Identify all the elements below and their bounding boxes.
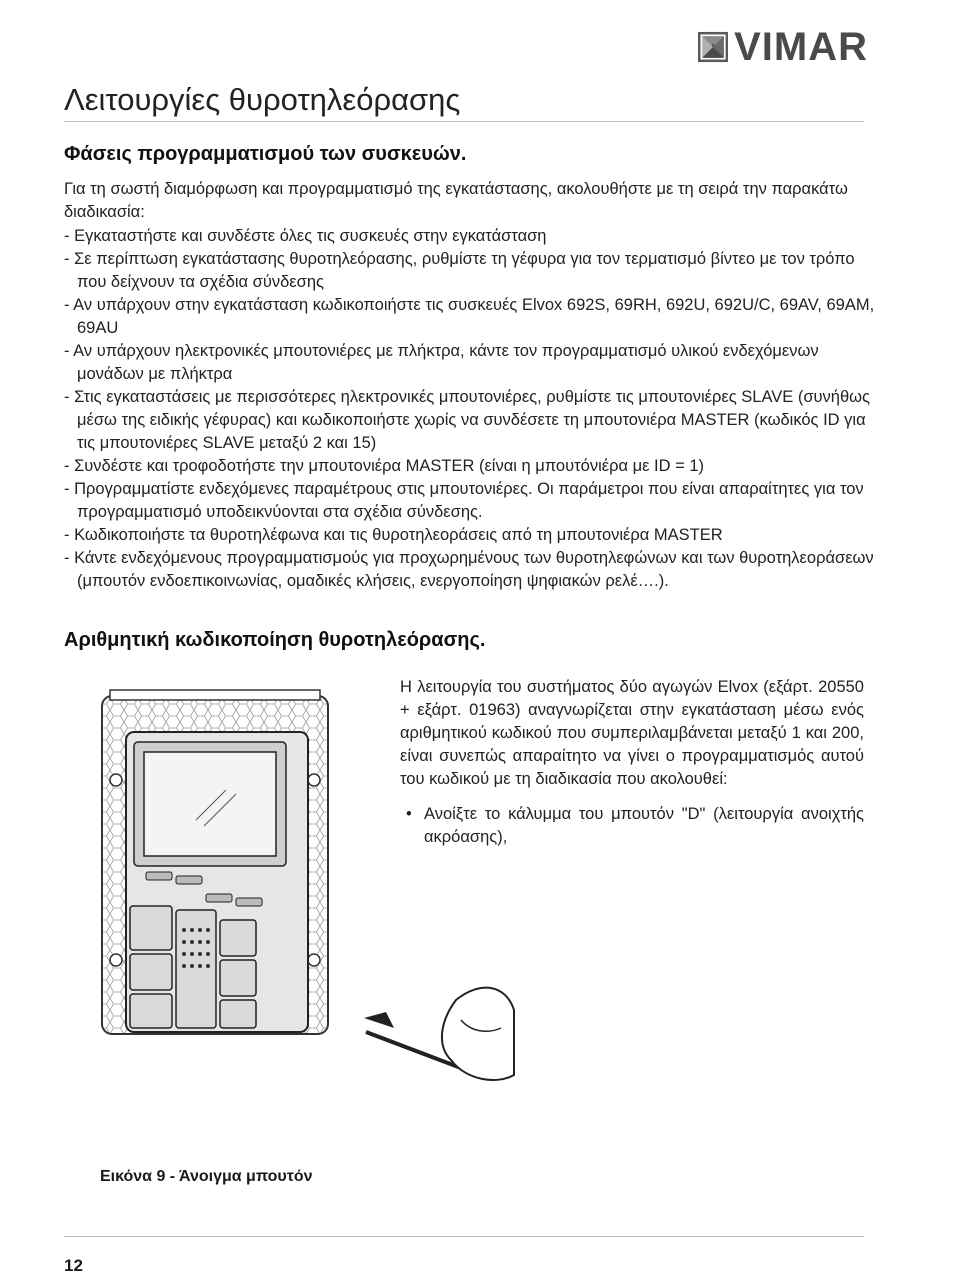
brand-name: VIMAR	[734, 25, 868, 69]
programming-steps-list	[64, 225, 876, 593]
section-title-numeric-coding: Αριθμητική κωδικοποίηση θυροτηλεόρασης.	[64, 629, 486, 651]
list-item: - Σε περίπτωση εγκατάστασης θυροτηλεόρασης, ρυθμίστε τη γέφυρα για τον τερματισμό βίντεο με τον τρόπο που δείχνουν τα σχέδια σύνδεσης	[64, 250, 855, 291]
list-item: - Κάντε ενδεχόμενους προγραμματισμούς για προχωρημένους των θυροτηλεφώνων και των θυροτηλεοράσεων (μπουτόν ενδοεπικοινωνίας, ομαδικές κλήσεις, ενεργοποίηση ψηφιακών ρελέ….).	[64, 549, 874, 590]
hand-with-screwdriver	[364, 988, 514, 1080]
vimar-logo-mark-icon	[698, 29, 728, 65]
list-item: - Προγραμματίστε ενδεχόμενες παραμέτρους στις μπουτονιέρες. Οι παράμετροι που είναι απαραίτητες για τον προγραμματισμό υποδεικνύονται στα σχέδια σύνδεσης.	[64, 480, 864, 521]
header-divider	[64, 121, 864, 122]
entryphone-illustration	[96, 680, 516, 1090]
bullet-text: Ανοίξτε το κάλυμμα του μπουτόν "D" (λειτουργία ανοιχτής ακρόασης),	[424, 805, 864, 846]
coding-paragraph: Η λειτουργία του συστήματος δύο αγωγών Elvox (εξάρτ. 20550 + εξάρτ. 01963) αναγνωρίζεται στην εγκατάσταση μέσω ενός αριθμητικού κωδικού που συμπεριλαμβάνεται μεταξύ 1 και 200, είναι συνεπώς απαραίτητο να γίνει ο προγραμματισμός αυτού του κωδικού με τη διαδικασία που ακολουθεί:	[400, 678, 864, 788]
section-title-programming-phases: Φάσεις προγραμματισμού των συσκευών.	[64, 143, 467, 165]
list-item: - Κωδικοποιήστε τα θυροτηλέφωνα και τις θυροτηλεοράσεις από τη μπουτονιέρα MASTER	[64, 526, 723, 544]
page-title: Λειτουργίες θυροτηλεόρασης	[64, 82, 461, 117]
list-item: - Εγκαταστήστε και συνδέστε όλες τις συσκευές στην εγκατάσταση	[64, 227, 547, 245]
entryphone-device	[126, 732, 308, 1032]
footer-divider	[64, 1236, 864, 1237]
intro-paragraph: Για τη σωστή διαμόρφωση και προγραμματισμό της εγκατάστασης, ακολουθήστε με τη σειρά την παρακάτω διαδικασία:	[64, 180, 848, 221]
list-item: - Συνδέστε και τροφοδοτήστε την μπουτονιέρα MASTER (είναι η μπουτόνιέρα με ID = 1)	[64, 457, 705, 475]
keypad	[130, 906, 256, 1028]
list-item: - Αν υπάρχουν ηλεκτρονικές μπουτονιέρες με πλήκτρα, κάντε τον προγραμματισμό υλικού ενδεχόμενων μονάδων με πλήκτρα	[64, 342, 819, 383]
page-number: 12	[64, 1256, 83, 1275]
list-item: - Στις εγκαταστάσεις με περισσότερες ηλεκτρονικές μπουτονιέρες, ρυθμίστε τις μπουτονιέρες SLAVE (συνήθως μέσω της ειδικής γέφυρας) και κωδικοποιήστε χωρίς να συνδέσετε τη μπουτονιέρα MASTER (κωδικός ID για τις μπουτονιέρες SLAVE μεταξύ 2 και 15)	[64, 388, 870, 452]
vimar-logo	[698, 25, 868, 69]
bullet-marker: •	[406, 805, 412, 823]
list-item: - Αν υπάρχουν στην εγκατάσταση κωδικοποιήστε τις συσκευές Elvox 692S, 69RH, 692U, 692U/C, 69AV, 69AM, 69AU	[64, 296, 875, 337]
figure-caption: Εικόνα 9 - Άνοιγμα μπουτόν	[100, 1168, 313, 1185]
